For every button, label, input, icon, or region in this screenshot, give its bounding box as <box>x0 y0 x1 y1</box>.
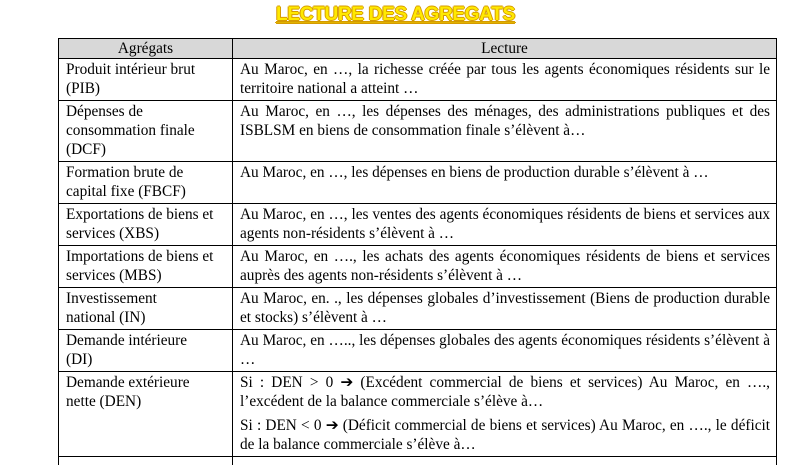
lecture-cell-den-negative: Si : DEN < 0 ➔ (Déficit commercial de biens et services) Au Maroc, en …., le déficit de la balance commerciale s’élève à… <box>233 413 777 457</box>
lecture-cell-den-positive: Si : DEN > 0 ➔ (Excédent commercial de biens et services) Au Maroc, en …., l’excédent de la balance commerciale s’élève à… <box>233 372 777 414</box>
table-row <box>59 330 777 372</box>
lecture-cell: Au Maroc, en …, les ventes des agents économiques résidents de biens et services aux agents non-résidents s’élèvent à … <box>233 204 777 246</box>
lecture-cell: Au Maroc, en …., les achats des agents économiques résidents de biens et services auprès des agents non-résidents s’élèvent à … <box>233 246 777 288</box>
table-row-den <box>59 372 777 414</box>
agregat-cell: Produit intérieur brut (PIB) <box>59 59 233 101</box>
table-row <box>59 59 777 101</box>
lecture-cell: Au Maroc, en …, les dépenses en biens de production durable s’élèvent à … <box>233 162 777 204</box>
table-row <box>59 246 777 288</box>
agregat-cell: Formation brute de capital fixe (FBCF) <box>59 162 233 204</box>
lecture-cell: Au Maroc, en …, les dépenses des ménages, des administrations publiques et des ISBLSM en biens de consommation finale s’élèvent à… <box>233 101 777 162</box>
table-row <box>59 288 777 330</box>
header-agregats: Agrégats <box>59 39 233 59</box>
lecture-cell: Au Maroc, en …, la richesse créée par tous les agents économiques résidents sur le territoire national a atteint … <box>233 59 777 101</box>
agregat-cell: Demande intérieure (DI) <box>59 330 233 372</box>
page-title: LECTURE DES AGREGATS <box>0 4 791 26</box>
agregat-cell: Exportations de biens et services (XBS) <box>59 204 233 246</box>
table-header-row <box>59 39 777 59</box>
agregat-cell: Investissement national (IN) <box>59 288 233 330</box>
table-row <box>59 162 777 204</box>
lecture-cell: Au Maroc, en ….., les dépenses globales des agents économiques résidents s’élèvent à … <box>233 330 777 372</box>
agregat-cell: Dépenses de consommation finale (DCF) <box>59 101 233 162</box>
agregats-table <box>58 38 777 465</box>
header-lecture: Lecture <box>233 39 777 59</box>
table-row <box>59 101 777 162</box>
lecture-cell: Au Maroc, en. ., les dépenses globales d’investissement (Biens de production durable et stocks) s’élèvent à … <box>233 288 777 330</box>
agregat-cell-den: Demande extérieure nette (DEN) <box>59 372 233 457</box>
agregat-cell: Importations de biens et services (MBS) <box>59 246 233 288</box>
table-row <box>59 204 777 246</box>
